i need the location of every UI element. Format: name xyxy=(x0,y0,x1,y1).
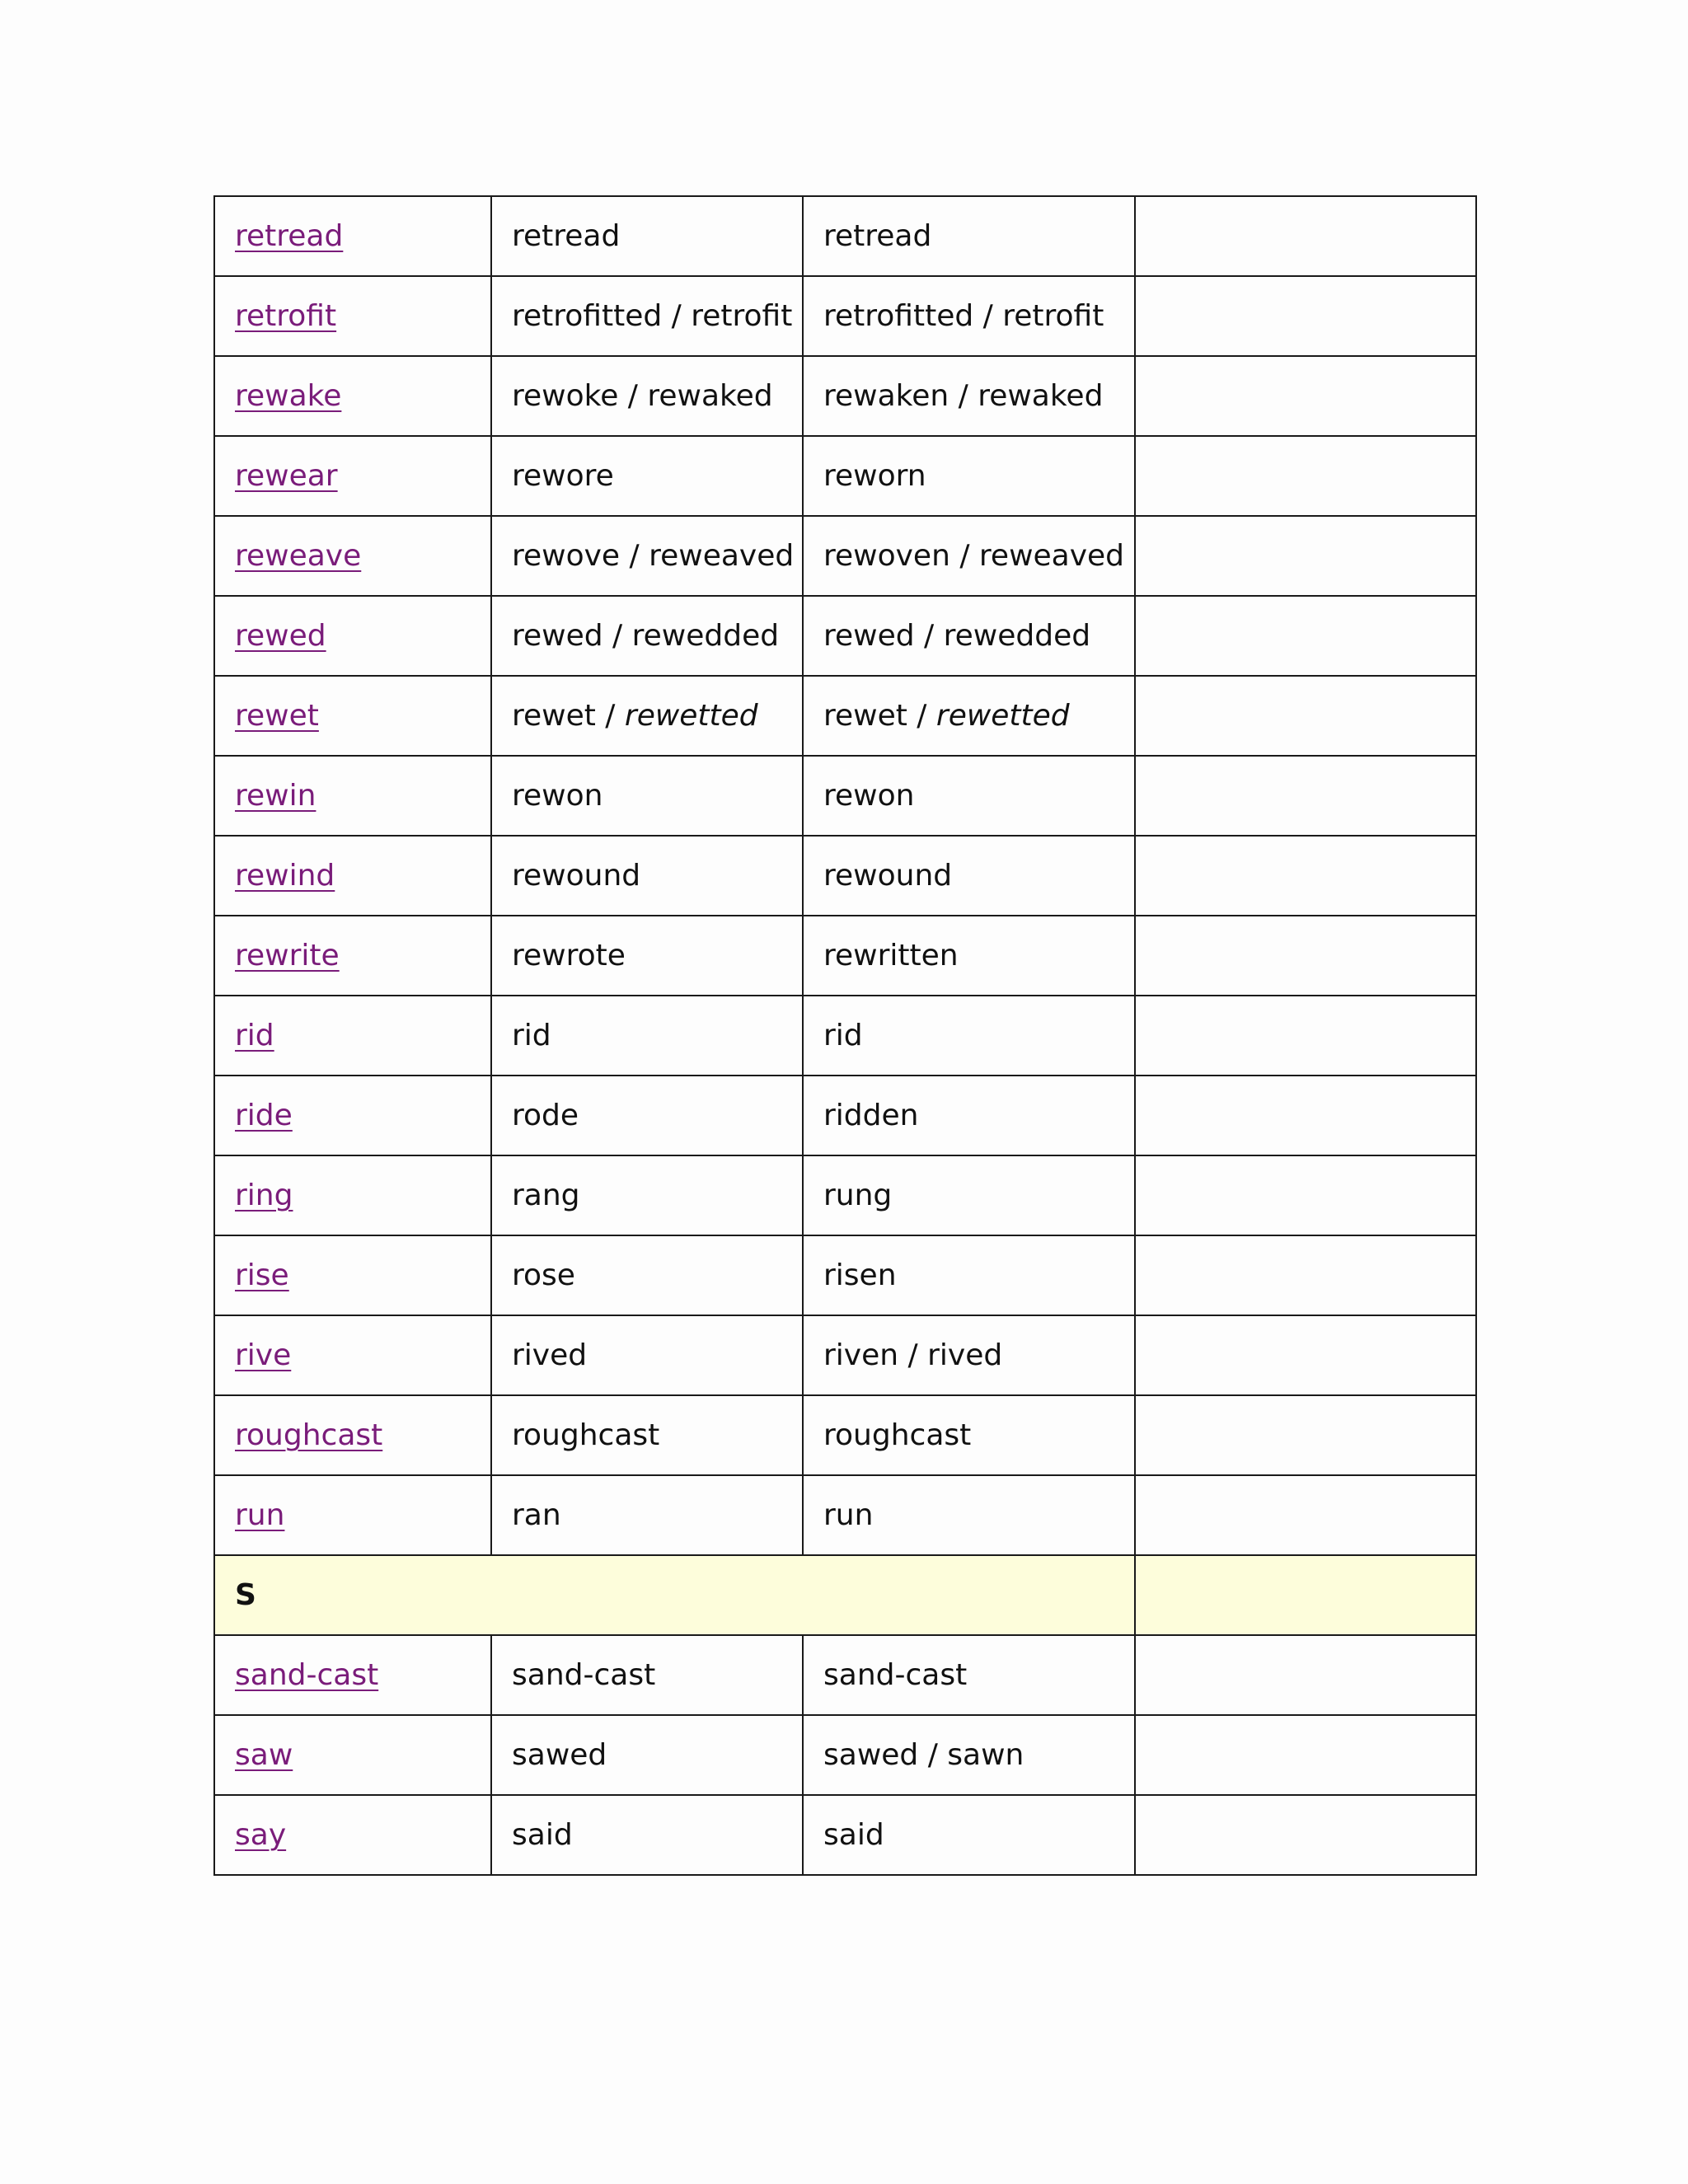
past-form: rose xyxy=(512,1258,575,1292)
past-form-cell xyxy=(491,596,803,676)
participle-form: riven / rived xyxy=(823,1338,1003,1372)
past-form: rewet / xyxy=(512,699,625,733)
notes-cell xyxy=(1135,756,1476,836)
notes-cell xyxy=(1135,1315,1476,1395)
base-form-link[interactable]: say xyxy=(235,1818,287,1852)
past-form: rewoke / rewaked xyxy=(512,379,773,413)
table-row xyxy=(214,996,1476,1076)
participle-form: run xyxy=(823,1498,874,1532)
base-form-cell xyxy=(214,676,491,756)
past-form: rang xyxy=(512,1179,580,1212)
notes-cell xyxy=(1135,516,1476,596)
participle-form: reworn xyxy=(823,459,926,493)
base-form-cell xyxy=(214,356,491,436)
past-form: retread xyxy=(512,219,621,253)
past-form-cell xyxy=(491,756,803,836)
base-form-cell xyxy=(214,1315,491,1395)
past-form-cell xyxy=(491,1635,803,1715)
past-form-cell xyxy=(491,916,803,996)
participle-form: rewoven / reweaved xyxy=(823,539,1125,573)
table-row xyxy=(214,1395,1476,1475)
base-form-cell xyxy=(214,516,491,596)
notes-cell xyxy=(1135,1795,1476,1875)
participle-form-cell xyxy=(803,1155,1135,1235)
past-form: rid xyxy=(512,1019,551,1052)
base-form-cell xyxy=(214,196,491,276)
participle-form: sawed / sawn xyxy=(823,1738,1025,1772)
base-form-cell xyxy=(214,1635,491,1715)
notes-cell xyxy=(1135,1395,1476,1475)
table-row xyxy=(214,836,1476,916)
participle-form: risen xyxy=(823,1258,897,1292)
past-form: rewound xyxy=(512,859,641,893)
participle-form: rung xyxy=(823,1179,893,1212)
participle-form: rid xyxy=(823,1019,863,1052)
base-form-cell xyxy=(214,1795,491,1875)
participle-form: rewed / rewedded xyxy=(823,619,1091,653)
table-row xyxy=(214,756,1476,836)
participle-form-cell xyxy=(803,676,1135,756)
table-row xyxy=(214,1315,1476,1395)
notes-cell xyxy=(1135,596,1476,676)
base-form-link[interactable]: rise xyxy=(235,1258,289,1292)
notes-cell xyxy=(1135,196,1476,276)
base-form-cell xyxy=(214,836,491,916)
base-form-link[interactable]: reweave xyxy=(235,539,362,573)
past-form-cell xyxy=(491,1475,803,1555)
notes-cell xyxy=(1135,356,1476,436)
base-form-link[interactable]: saw xyxy=(235,1738,293,1772)
past-form-cell xyxy=(491,676,803,756)
participle-form-cell xyxy=(803,1076,1135,1155)
participle-form-cell xyxy=(803,1475,1135,1555)
base-form-link[interactable]: ride xyxy=(235,1099,293,1132)
base-form-link[interactable]: retread xyxy=(235,219,344,253)
table-row xyxy=(214,916,1476,996)
past-form-cell xyxy=(491,436,803,516)
table-row xyxy=(214,356,1476,436)
base-form-link[interactable]: rewake xyxy=(235,379,342,413)
participle-form: rewon xyxy=(823,779,915,813)
past-form-cell xyxy=(491,996,803,1076)
base-form-link[interactable]: rewin xyxy=(235,779,316,813)
verbs-table-body xyxy=(214,196,1476,1875)
participle-form-cell xyxy=(803,516,1135,596)
notes-cell xyxy=(1135,1715,1476,1795)
table-row xyxy=(214,596,1476,676)
table-row xyxy=(214,436,1476,516)
base-form-cell xyxy=(214,1235,491,1315)
past-form-cell xyxy=(491,1155,803,1235)
notes-cell xyxy=(1135,916,1476,996)
notes-cell xyxy=(1135,996,1476,1076)
participle-form-cell xyxy=(803,436,1135,516)
section-header-row xyxy=(214,1555,1476,1635)
participle-form-cell xyxy=(803,1315,1135,1395)
participle-form: rewet / xyxy=(823,699,936,733)
base-form-link[interactable]: roughcast xyxy=(235,1418,383,1452)
base-form-cell xyxy=(214,1395,491,1475)
past-form: retrofitted / retrofit xyxy=(512,299,793,333)
past-form: ran xyxy=(512,1498,561,1532)
past-form: rewore xyxy=(512,459,614,493)
past-form-cell xyxy=(491,516,803,596)
past-form-cell xyxy=(491,1315,803,1395)
table-row xyxy=(214,196,1476,276)
past-form-cell xyxy=(491,1076,803,1155)
past-form-cell xyxy=(491,196,803,276)
notes-cell xyxy=(1135,836,1476,916)
past-form-cell xyxy=(491,836,803,916)
notes-cell xyxy=(1135,1475,1476,1555)
table-row xyxy=(214,276,1476,356)
participle-form-cell xyxy=(803,996,1135,1076)
base-form-cell xyxy=(214,756,491,836)
irregular-verbs-table xyxy=(213,195,1477,1876)
base-form-cell xyxy=(214,996,491,1076)
table-row xyxy=(214,1076,1476,1155)
section-notes-cell xyxy=(1135,1555,1476,1635)
past-form: roughcast xyxy=(512,1418,660,1452)
notes-cell xyxy=(1135,1635,1476,1715)
participle-form: retread xyxy=(823,219,932,253)
base-form-cell xyxy=(214,1076,491,1155)
base-form-link[interactable]: rive xyxy=(235,1338,292,1372)
base-form-cell xyxy=(214,276,491,356)
participle-form-cell xyxy=(803,1235,1135,1315)
participle-form: rewritten xyxy=(823,939,959,972)
participle-form-cell xyxy=(803,1395,1135,1475)
participle-form-cell xyxy=(803,916,1135,996)
past-form-cell xyxy=(491,356,803,436)
notes-cell xyxy=(1135,676,1476,756)
participle-form-cell xyxy=(803,1635,1135,1715)
base-form-link[interactable]: retrofit xyxy=(235,299,337,333)
participle-form: roughcast xyxy=(823,1418,972,1452)
table-row xyxy=(214,516,1476,596)
base-form-cell xyxy=(214,916,491,996)
past-form: rived xyxy=(512,1338,588,1372)
past-form-cell xyxy=(491,1795,803,1875)
base-form-link[interactable]: rewear xyxy=(235,459,338,493)
base-form-link[interactable]: rewind xyxy=(235,859,335,893)
table-row xyxy=(214,1795,1476,1875)
base-form-cell xyxy=(214,436,491,516)
past-form-cell xyxy=(491,1395,803,1475)
past-form: rewove / reweaved xyxy=(512,539,795,573)
past-form: rewon xyxy=(512,779,603,813)
participle-form: rewaken / rewaked xyxy=(823,379,1104,413)
past-form: said xyxy=(512,1818,573,1852)
notes-cell xyxy=(1135,276,1476,356)
notes-cell xyxy=(1135,436,1476,516)
participle-form-cell xyxy=(803,756,1135,836)
past-form-cell xyxy=(491,276,803,356)
base-form-cell xyxy=(214,596,491,676)
base-form-cell xyxy=(214,1155,491,1235)
past-form-extra: rewetted xyxy=(624,699,758,733)
table-row xyxy=(214,1715,1476,1795)
participle-form: ridden xyxy=(823,1099,919,1132)
base-form-cell xyxy=(214,1475,491,1555)
table-row xyxy=(214,1475,1476,1555)
participle-form: rewound xyxy=(823,859,953,893)
table-row xyxy=(214,676,1476,756)
participle-form: said xyxy=(823,1818,884,1852)
notes-cell xyxy=(1135,1155,1476,1235)
base-form-link[interactable]: ring xyxy=(235,1179,293,1212)
participle-form-cell xyxy=(803,196,1135,276)
base-form-link[interactable]: run xyxy=(235,1498,285,1532)
notes-cell xyxy=(1135,1235,1476,1315)
past-form-cell xyxy=(491,1235,803,1315)
notes-cell xyxy=(1135,1076,1476,1155)
participle-form-cell xyxy=(803,596,1135,676)
table-row xyxy=(214,1635,1476,1715)
past-form: sawed xyxy=(512,1738,607,1772)
table-row xyxy=(214,1235,1476,1315)
base-form-link[interactable]: sand-cast xyxy=(235,1658,379,1692)
participle-form-cell xyxy=(803,276,1135,356)
past-form: rewrote xyxy=(512,939,626,972)
base-form-cell xyxy=(214,1715,491,1795)
past-form: rode xyxy=(512,1099,579,1132)
past-form: rewed / rewedded xyxy=(512,619,780,653)
participle-form-extra: rewetted xyxy=(935,699,1070,733)
base-form-link[interactable]: rewed xyxy=(235,619,326,653)
base-form-link[interactable]: rid xyxy=(235,1019,274,1052)
past-form: sand-cast xyxy=(512,1658,656,1692)
participle-form: retrofitted / retrofit xyxy=(823,299,1104,333)
participle-form: sand-cast xyxy=(823,1658,968,1692)
base-form-link[interactable]: rewrite xyxy=(235,939,340,972)
participle-form-cell xyxy=(803,356,1135,436)
section-letter-cell xyxy=(214,1555,1135,1635)
participle-form-cell xyxy=(803,836,1135,916)
table-row xyxy=(214,1155,1476,1235)
past-form-cell xyxy=(491,1715,803,1795)
participle-form-cell xyxy=(803,1795,1135,1875)
base-form-link[interactable]: rewet xyxy=(235,699,319,733)
section-letter: S xyxy=(235,1578,256,1612)
participle-form-cell xyxy=(803,1715,1135,1795)
